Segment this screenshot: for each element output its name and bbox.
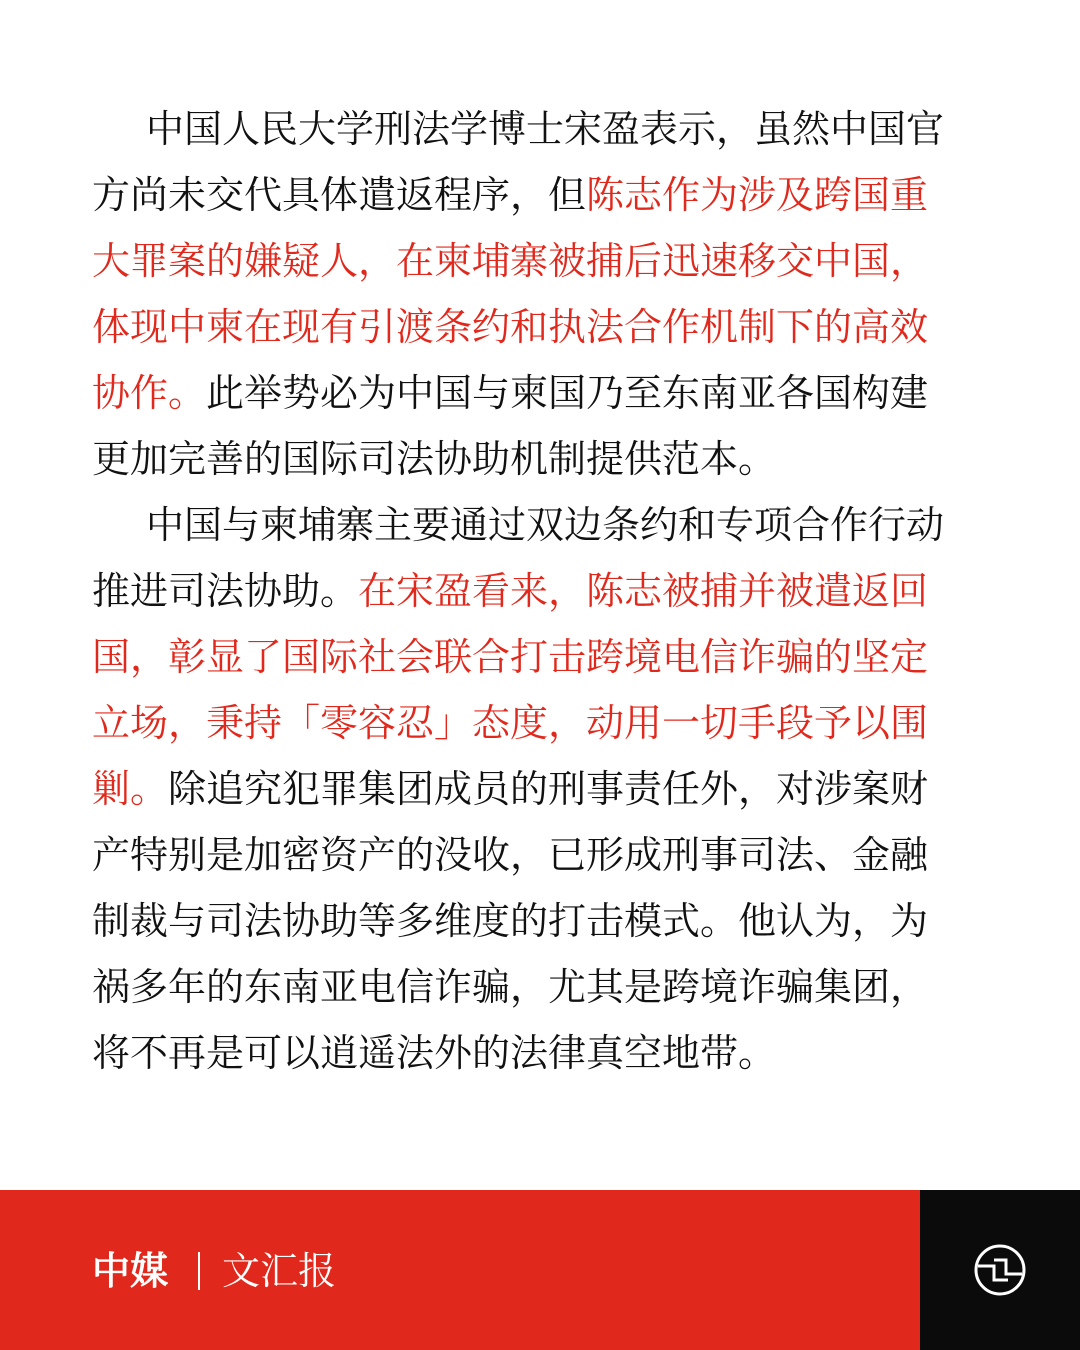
- footer-bar: [0, 1190, 1080, 1350]
- text-line: [92, 888, 982, 954]
- highlighted-text: 协作。: [92, 371, 207, 415]
- highlighted-text: 立场，秉持「零容忍」态度，动用一切手段予以围: [92, 701, 929, 745]
- circle-logo-icon: [972, 1242, 1028, 1298]
- text-line: [92, 822, 982, 888]
- paragraph-1: [92, 96, 982, 492]
- highlighted-line: [92, 228, 982, 294]
- text-segment: 中国与柬埔寨主要通过双边条约和专项合作行动: [146, 503, 945, 547]
- text-segment: 此举势必为中国与柬国乃至东南亚各国构建: [206, 371, 929, 415]
- text-line: [92, 426, 982, 492]
- highlighted-text: 陈志作为涉及跨国重: [586, 173, 929, 217]
- text-segment: 将不再是可以逍遥法外的法律真空地带。: [92, 1031, 777, 1075]
- source-name: 文汇报: [222, 1249, 337, 1293]
- highlighted-text: 体现中柬在现有引渡条约和执法合作机制下的高效: [92, 305, 929, 349]
- text-segment: 中国人民大学刑法学博士宋盈表示，虽然中国官: [146, 107, 945, 151]
- highlighted-text: 大罪案的嫌疑人，在柬埔寨被捕后迅速移交中国，: [92, 239, 929, 283]
- text-line: [92, 96, 982, 162]
- highlighted-line: [92, 294, 982, 360]
- article-body: [92, 96, 982, 1086]
- text-line: [92, 1020, 982, 1086]
- text-line: [92, 558, 982, 624]
- text-segment: 方尚未交代具体遣返程序，但: [92, 173, 587, 217]
- highlighted-text: 在宋盈看来，陈志被捕并被遣返回: [358, 569, 929, 613]
- text-line: [92, 756, 982, 822]
- text-line: [92, 360, 982, 426]
- text-segment: 更加完善的国际司法协助机制提供范本。: [92, 437, 777, 481]
- text-line: [92, 162, 982, 228]
- highlighted-text: 剿。: [92, 767, 169, 811]
- text-line: [92, 954, 982, 1020]
- text-line: [92, 492, 982, 558]
- paragraph-2: [92, 492, 982, 1086]
- text-segment: 祸多年的东南亚电信诈骗，尤其是跨境诈骗集团，: [92, 965, 929, 1009]
- footer-brand-panel: [0, 1190, 920, 1350]
- highlighted-text: 国，彰显了国际社会联合打击跨境电信诈骗的坚定: [92, 635, 929, 679]
- text-segment: 除追究犯罪集团成员的刑事责任外，对涉案财: [168, 767, 929, 811]
- text-segment: 产特别是加密资产的没收，已形成刑事司法、金融: [92, 833, 929, 877]
- highlighted-line: [92, 690, 982, 756]
- footer-logo-panel: [920, 1190, 1080, 1350]
- text-segment: 推进司法协助。: [92, 569, 359, 613]
- highlighted-line: [92, 624, 982, 690]
- brand-name: 中媒: [92, 1249, 169, 1293]
- text-segment: 制裁与司法协助等多维度的打击模式。他认为，为: [92, 899, 929, 943]
- footer-divider: [198, 1252, 200, 1290]
